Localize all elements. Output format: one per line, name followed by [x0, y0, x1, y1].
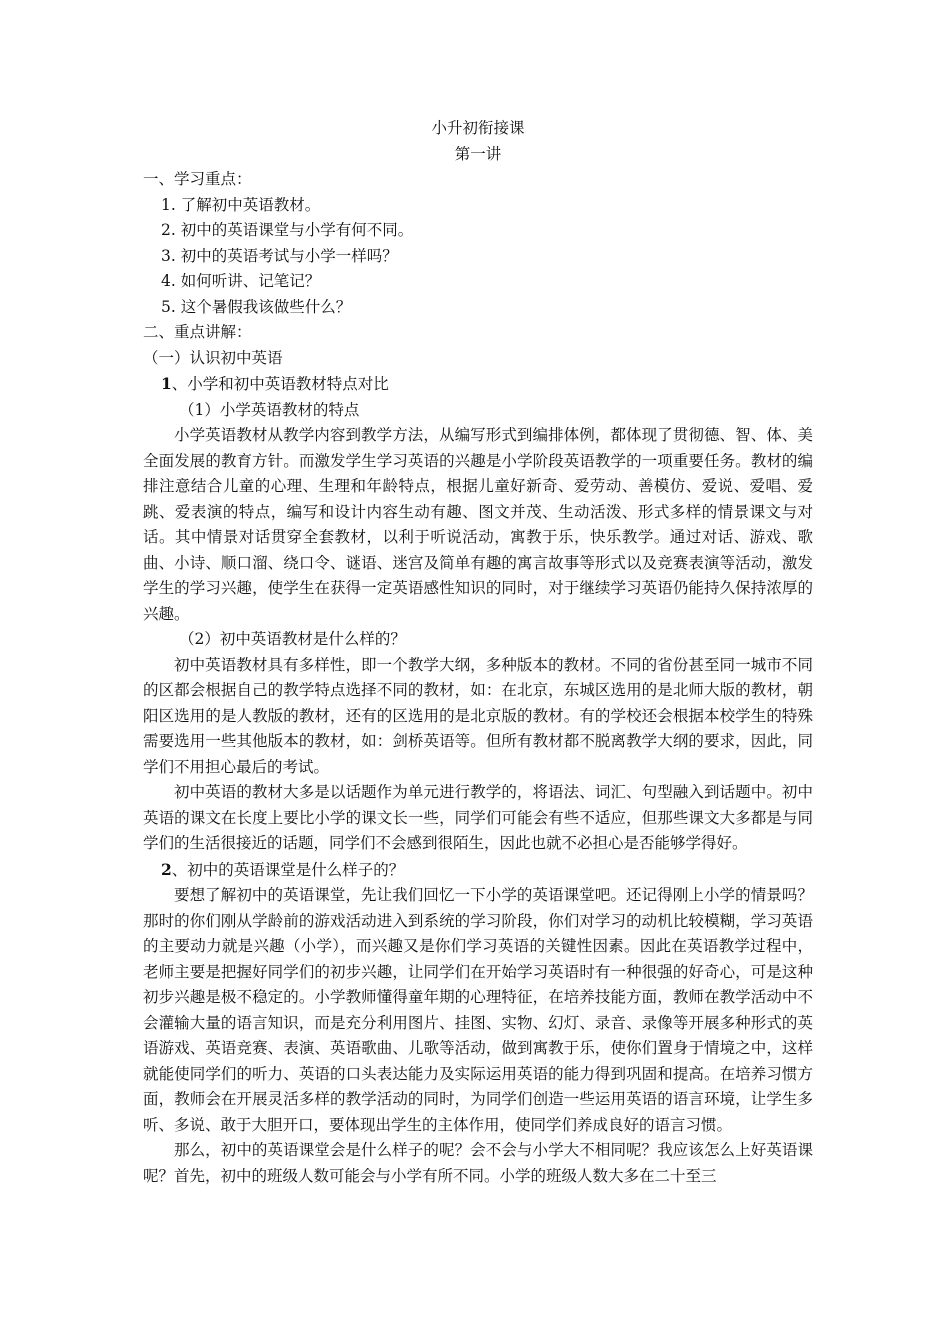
key-point-item: 3. 初中的英语考试与小学一样吗？ — [161, 246, 398, 265]
section-heading-key-points: 一、学习重点： — [143, 170, 252, 188]
point-text: ）初中英语教材是什么样的？ — [204, 630, 406, 648]
key-point-item: 1. 了解初中英语教材。 — [161, 195, 321, 214]
paragraph-primary-textbook: 小学英语教材从教学内容到教学方法，从编写形式到编排体例，都体现了贯彻德、智、体、美全面发展的教育方针。而激发学生学习英语的兴趣是小学阶段英语教学的一项重要任务。教材的编排注意结合儿童的心理、生理和年龄特点，根据儿童好新奇、爱劳动、善模仿、爱说、爱唱、爱跳、爱表演的特点，编写和设计内容生动有趣、图文并茂、生动活泼、形式多样的情景课文与对话。其中情景对话贯穿全套教材，以利于听说活动，寓教于乐，快乐教学。通过对话、游戏、歌曲、小诗、顺口溜、绕口令、谜语、迷宫及简单有趣的寓言故事等形式以及竞赛表演等活动，激发学生的学习兴趣，使学生在获得一定英语感性知识的同时，对于继续学习英语仍能持久保持浓厚的兴趣。 — [143, 426, 813, 623]
point-heading-1a — [143, 398, 813, 424]
point-text: 、初中的英语课堂是什么样子的？ — [171, 860, 405, 879]
paragraph-primary-classroom: 要想了解初中的英语课堂，先让我们回忆一下小学的英语课堂吧。还记得刚上小学的情景吗？那时的你们刚从学龄前的游戏活动进入到系统的学习阶段，你们对学习的动机比较模糊，学习英语的主要动力就是兴趣（小学），而兴趣又是你们学习英语的关键性因素。因此在英语教学过程中，老师主要是把握好同学们的初步兴趣，让同学们在开始学习英语时有一种很强的好奇心，可是这种初步兴趣是极不稳定的。小学教师懂得童年期的心理特征，在培养技能方面，教师在教学活动中不会灌输大量的语言知识，而是充分利用图片、挂图、实物、幻灯、录音、录像等开展多种形式的英语游戏、英语竞赛、表演、英语歌曲、儿歌等活动，做到寓教于乐，使你们置身于情境之中，这样就能使同学们的听力、英语的口头表达能力及实际运用英语的能力得到巩固和提高。在培养习惯方面，教师会在开展灵活多样的教学活动的同时，为同学们创造一些运用英语的语言环境，让学生多听、多说、敢于大胆开口，要体现出学生的主体作用，使同学们养成良好的语言习惯。 — [143, 886, 813, 1134]
section-heading-explanation: 二、重点讲解： — [143, 323, 252, 341]
point-heading-1b — [143, 627, 813, 653]
point-number: 1 — [161, 374, 172, 393]
point-text: ）小学英语教材的特点 — [204, 400, 360, 419]
point-number: 2 — [161, 859, 172, 879]
point-number: （1 — [179, 400, 205, 419]
paragraph-junior-textbook: 初中英语教材具有多样性，即一个教学大纲，多种版本的教材。不同的省份甚至同一城市不同的区都会根据自己的教学特点选择不同的教材，如：在北京，东城区选用的是北师大版的教材，朝阳区选用的是人教版的教材，还有的区选用的是北京版的教材。有的学校还会根据本校学生的特殊需要选用一些其他版本的教材，如：剑桥英语等。但所有教材都不脱离教学大纲的要求，因此，同学们不用担心最后的考试。 — [143, 655, 813, 776]
paragraph-topic-units: 初中英语的教材大多是以话题作为单元进行教学的，将语法、词汇、句型融入到话题中。初中英语的课文在长度上要比小学的课文长一些，同学们可能会有些不适应，但那些课文大多都是与同学们的生活很接近的话题，同学们不会感到很陌生，因此也就不必担心是否能够学得好。 — [143, 783, 813, 852]
key-point-item: 5. 这个暑假我该做些什么？ — [161, 297, 352, 316]
document-body — [143, 116, 813, 1189]
point-number: （2 — [179, 630, 205, 648]
point-heading-1 — [143, 371, 813, 398]
lecture-number: 第一讲 — [454, 144, 502, 163]
key-point-item: 4. 如何听讲、记笔记？ — [161, 272, 321, 290]
point-heading-2 — [143, 857, 813, 884]
subsection-heading: （一）认识初中英语 — [143, 348, 283, 367]
paragraph-junior-classroom: 那么，初中的英语课堂会是什么样子的呢？会不会与小学大不相同呢？我应该怎么上好英语课呢？首先，初中的班级人数可能会与小学有所不同。小学的班级人数大多在二十至三 — [143, 1141, 813, 1185]
key-point-item: 2. 初中的英语课堂与小学有何不同。 — [161, 221, 414, 239]
document-title: 小升初衔接课 — [431, 119, 525, 137]
point-text: 、小学和初中英语教材特点对比 — [171, 375, 389, 393]
